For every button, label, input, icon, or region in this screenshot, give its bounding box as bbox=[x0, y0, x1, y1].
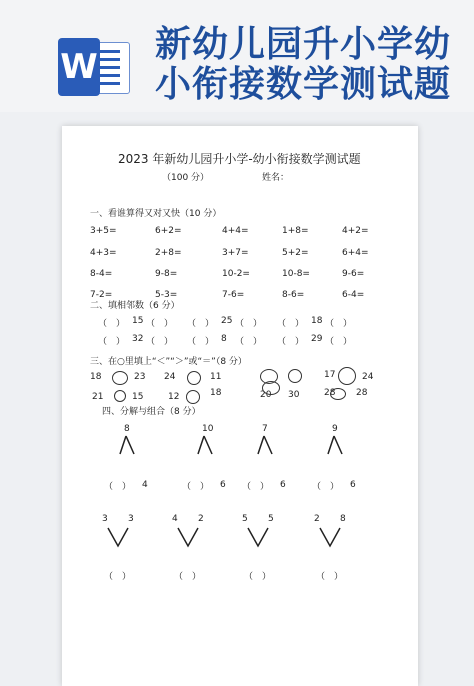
part-number: 4 bbox=[172, 514, 178, 524]
equation: 8-6= bbox=[282, 290, 305, 300]
split-branch-icon bbox=[256, 434, 280, 458]
given-number: 32 bbox=[132, 334, 144, 344]
compare-circle bbox=[186, 390, 200, 404]
equation: 6+2= bbox=[155, 226, 182, 236]
blank-paren: （ ） bbox=[316, 572, 344, 582]
section4-title: 四、分解与组合（8 分） bbox=[102, 407, 201, 417]
blank-paren: （ ） bbox=[277, 337, 305, 347]
compare-circle bbox=[187, 371, 201, 385]
compare-number: 28 bbox=[324, 388, 336, 398]
equation: 5+2= bbox=[282, 248, 309, 258]
blank-paren: （ ） bbox=[325, 319, 353, 329]
compare-number: 30 bbox=[288, 390, 300, 400]
given-number: 25 bbox=[221, 316, 233, 326]
compare-circle bbox=[262, 381, 280, 395]
part-number: 8 bbox=[340, 514, 346, 524]
equation: 9-8= bbox=[155, 269, 178, 279]
compare-number: 18 bbox=[90, 372, 102, 382]
equation: 10-8= bbox=[282, 269, 310, 279]
banner-title-line-1: 新幼儿园升小学幼 bbox=[155, 24, 452, 65]
total-number: 7 bbox=[262, 424, 268, 434]
equation: 3+7= bbox=[222, 248, 249, 258]
equation: 4+2= bbox=[342, 226, 369, 236]
blank-paren: （ ） bbox=[146, 319, 174, 329]
banner-title-line-2: 小衔接数学测试题 bbox=[155, 64, 452, 105]
compare-circle bbox=[338, 367, 356, 385]
compare-number: 12 bbox=[168, 392, 180, 402]
blank-paren: （ ） bbox=[98, 337, 126, 347]
name-label: 姓名： bbox=[262, 173, 290, 183]
part-number: 6 bbox=[220, 480, 226, 490]
equation: 6-4= bbox=[342, 290, 365, 300]
total-number: 8 bbox=[124, 424, 130, 434]
blank-paren: （ ） bbox=[235, 319, 263, 329]
given-number: 18 bbox=[311, 316, 323, 326]
compare-number: 18 bbox=[210, 388, 222, 398]
equation: 3+5= bbox=[90, 226, 117, 236]
equation: 2+8= bbox=[155, 248, 182, 258]
equation: 8-4= bbox=[90, 269, 113, 279]
word-document-icon bbox=[58, 38, 130, 96]
merge-branch-icon bbox=[246, 526, 270, 550]
blank-paren: （ ） bbox=[325, 337, 353, 347]
equation: 5-3= bbox=[155, 290, 178, 300]
compare-number: 24 bbox=[164, 372, 176, 382]
part-number: 2 bbox=[198, 514, 204, 524]
merge-branch-icon bbox=[318, 526, 342, 550]
compare-circle bbox=[288, 369, 302, 383]
merge-branch-icon bbox=[106, 526, 130, 550]
total-number: 9 bbox=[332, 424, 338, 434]
blank-paren: （ ） bbox=[187, 337, 215, 347]
blank-paren: （ ） bbox=[244, 572, 272, 582]
compare-number: 24 bbox=[362, 372, 374, 382]
blank-paren: （ ） bbox=[104, 572, 132, 582]
compare-number: 28 bbox=[356, 388, 368, 398]
section2-title: 二、填相邻数（6 分） bbox=[90, 301, 180, 311]
blank-paren: （ ） bbox=[242, 482, 270, 492]
equation: 9-6= bbox=[342, 269, 365, 279]
equation: 4+3= bbox=[90, 248, 117, 258]
blank-paren: （ ） bbox=[187, 319, 215, 329]
compare-number: 15 bbox=[132, 392, 144, 402]
part-number: 2 bbox=[314, 514, 320, 524]
word-letter-badge: W bbox=[58, 38, 100, 96]
blank-paren: （ ） bbox=[277, 319, 305, 329]
compare-circle bbox=[330, 388, 346, 400]
compare-number: 21 bbox=[92, 392, 104, 402]
merge-branch-icon bbox=[176, 526, 200, 550]
equation: 6+4= bbox=[342, 248, 369, 258]
score-label: （100 分） bbox=[162, 173, 210, 183]
split-branch-icon bbox=[326, 434, 350, 458]
compare-number: 23 bbox=[134, 372, 146, 382]
given-number: 8 bbox=[221, 334, 227, 344]
blank-paren: （ ） bbox=[312, 482, 340, 492]
equation: 10-2= bbox=[222, 269, 250, 279]
total-number: 10 bbox=[202, 424, 214, 434]
part-number: 5 bbox=[242, 514, 248, 524]
blank-paren: （ ） bbox=[104, 482, 132, 492]
blank-paren: （ ） bbox=[146, 337, 174, 347]
part-number: 6 bbox=[350, 480, 356, 490]
part-number: 3 bbox=[128, 514, 134, 524]
given-number: 15 bbox=[132, 316, 144, 326]
split-branch-icon bbox=[118, 434, 142, 458]
compare-number: 20 bbox=[260, 390, 272, 400]
equation: 1+8= bbox=[282, 226, 309, 236]
equation: 4+4= bbox=[222, 226, 249, 236]
section3-title: 三、在○里填上“＜”“＞”或“＝”（8 分） bbox=[90, 357, 247, 367]
part-number: 6 bbox=[280, 480, 286, 490]
blank-paren: （ ） bbox=[98, 319, 126, 329]
part-number: 5 bbox=[268, 514, 274, 524]
equation: 7-6= bbox=[222, 290, 245, 300]
compare-number: 17 bbox=[324, 370, 336, 380]
banner bbox=[0, 0, 474, 112]
worksheet-page bbox=[62, 126, 418, 686]
split-branch-icon bbox=[196, 434, 220, 458]
section1-title: 一、看谁算得又对又快（10 分） bbox=[90, 209, 222, 219]
part-number: 3 bbox=[102, 514, 108, 524]
compare-circle bbox=[114, 390, 126, 402]
equation: 7-2= bbox=[90, 290, 113, 300]
blank-paren: （ ） bbox=[182, 482, 210, 492]
given-number: 29 bbox=[311, 334, 323, 344]
compare-number: 11 bbox=[210, 372, 222, 382]
part-number: 4 bbox=[142, 480, 148, 490]
blank-paren: （ ） bbox=[235, 337, 263, 347]
compare-circle bbox=[112, 371, 128, 385]
blank-paren: （ ） bbox=[174, 572, 202, 582]
document-title: 2023 年新幼儿园升小学-幼小衔接数学测试题 bbox=[118, 152, 361, 166]
